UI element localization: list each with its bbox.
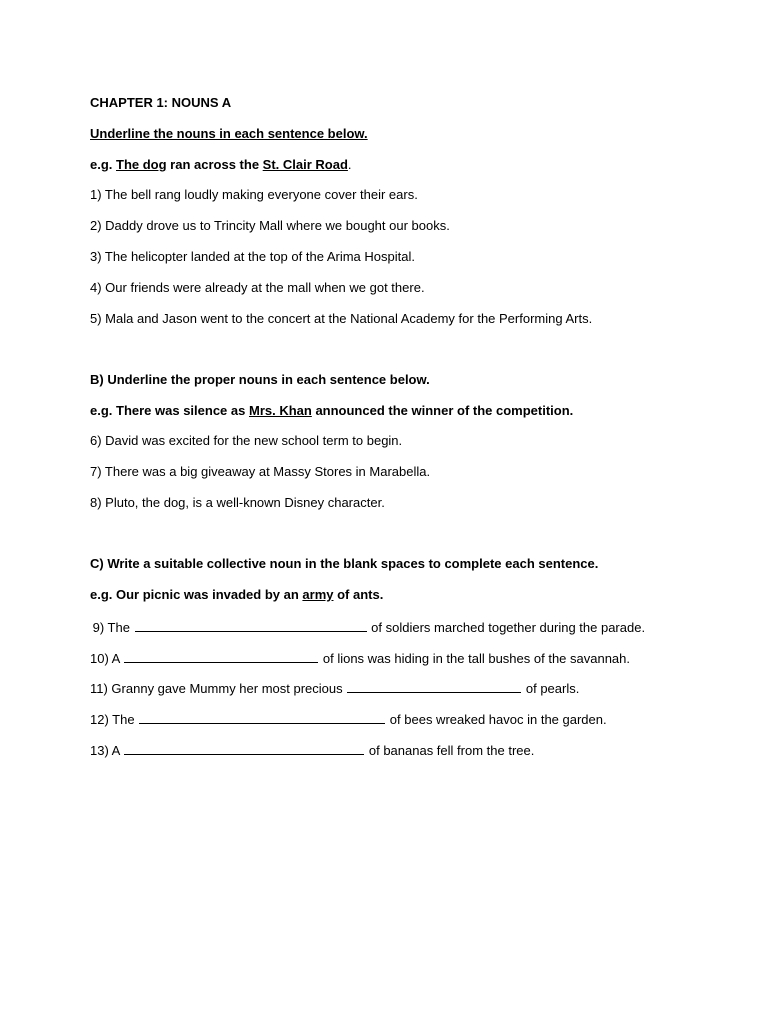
example-suffix: of ants. — [333, 587, 384, 602]
example-prefix: e.g. — [90, 157, 117, 172]
sentence-2: 2) Daddy drove us to Trincity Mall where we bought our books. — [90, 218, 450, 233]
sentence-13-before: 13) A — [90, 743, 124, 758]
example-suffix: announced the winner of the competition. — [311, 403, 574, 418]
sentence-1: 1) The bell rang loudly making everyone cover their ears. — [90, 187, 418, 202]
section-a-instruction: Underline the nouns in each sentence below. — [90, 126, 368, 141]
sentence-10 — [90, 650, 630, 667]
example-end: . — [347, 157, 352, 172]
sentence-7: 7) There was a big giveaway at Massy Stores in Marabella. — [90, 464, 431, 479]
sentence-10-before: 10) A — [90, 651, 124, 666]
example-prefix: e.g. There was silence as — [90, 403, 249, 418]
sentence-12-before: 12) The — [90, 712, 139, 727]
sentence-13-after: of bananas fell from the tree. — [365, 743, 535, 758]
sentence-3: 3) The helicopter landed at the top of the Arima Hospital. — [90, 249, 415, 264]
example-prefix: e.g. Our picnic was invaded by an — [90, 587, 303, 602]
answer-blank-11[interactable] — [347, 680, 521, 693]
example-mid: ran across the — [166, 157, 263, 172]
sentence-12 — [90, 711, 607, 728]
sentence-10-after: of lions was hiding in the tall bushes of the savannah. — [319, 651, 631, 666]
answer-blank-10[interactable] — [124, 650, 318, 663]
example-noun-2: St. Clair Road — [262, 157, 348, 172]
example-noun: army — [302, 587, 334, 602]
sentence-5: 5) Mala and Jason went to the concert at the National Academy for the Performing Arts. — [90, 311, 593, 326]
section-b-example — [90, 403, 573, 419]
sentence-12-after: of bees wreaked havoc in the garden. — [386, 712, 607, 727]
section-a-example — [90, 157, 352, 173]
sentence-8: 8) Pluto, the dog, is a well-known Disney character. — [90, 495, 385, 510]
sentence-11-before: 11) Granny gave Mummy her most precious — [90, 681, 347, 696]
section-c-instruction: C) Write a suitable collective noun in the blank spaces to complete each sentence. — [90, 556, 599, 571]
chapter-title: CHAPTER 1: NOUNS A — [90, 95, 232, 110]
sentence-6: 6) David was excited for the new school term to begin. — [90, 433, 403, 448]
section-c-example — [90, 587, 383, 603]
sentence-13 — [90, 742, 534, 759]
sentence-11 — [90, 680, 579, 697]
example-noun: Mrs. Khan — [248, 403, 312, 418]
sentence-4: 4) Our friends were already at the mall when we got there. — [90, 280, 425, 295]
sentence-11-after: of pearls. — [522, 681, 580, 696]
example-noun-1: The dog — [116, 157, 167, 172]
answer-blank-13[interactable] — [124, 742, 364, 755]
sentence-9-before: 9) The — [89, 620, 134, 635]
sentence-9-after: of soldiers marched together during the parade. — [367, 620, 646, 635]
section-b-instruction: B) Underline the proper nouns in each sentence below. — [90, 372, 430, 387]
answer-blank-12[interactable] — [139, 711, 385, 724]
sentence-9 — [89, 619, 645, 636]
answer-blank-9[interactable] — [135, 619, 367, 632]
